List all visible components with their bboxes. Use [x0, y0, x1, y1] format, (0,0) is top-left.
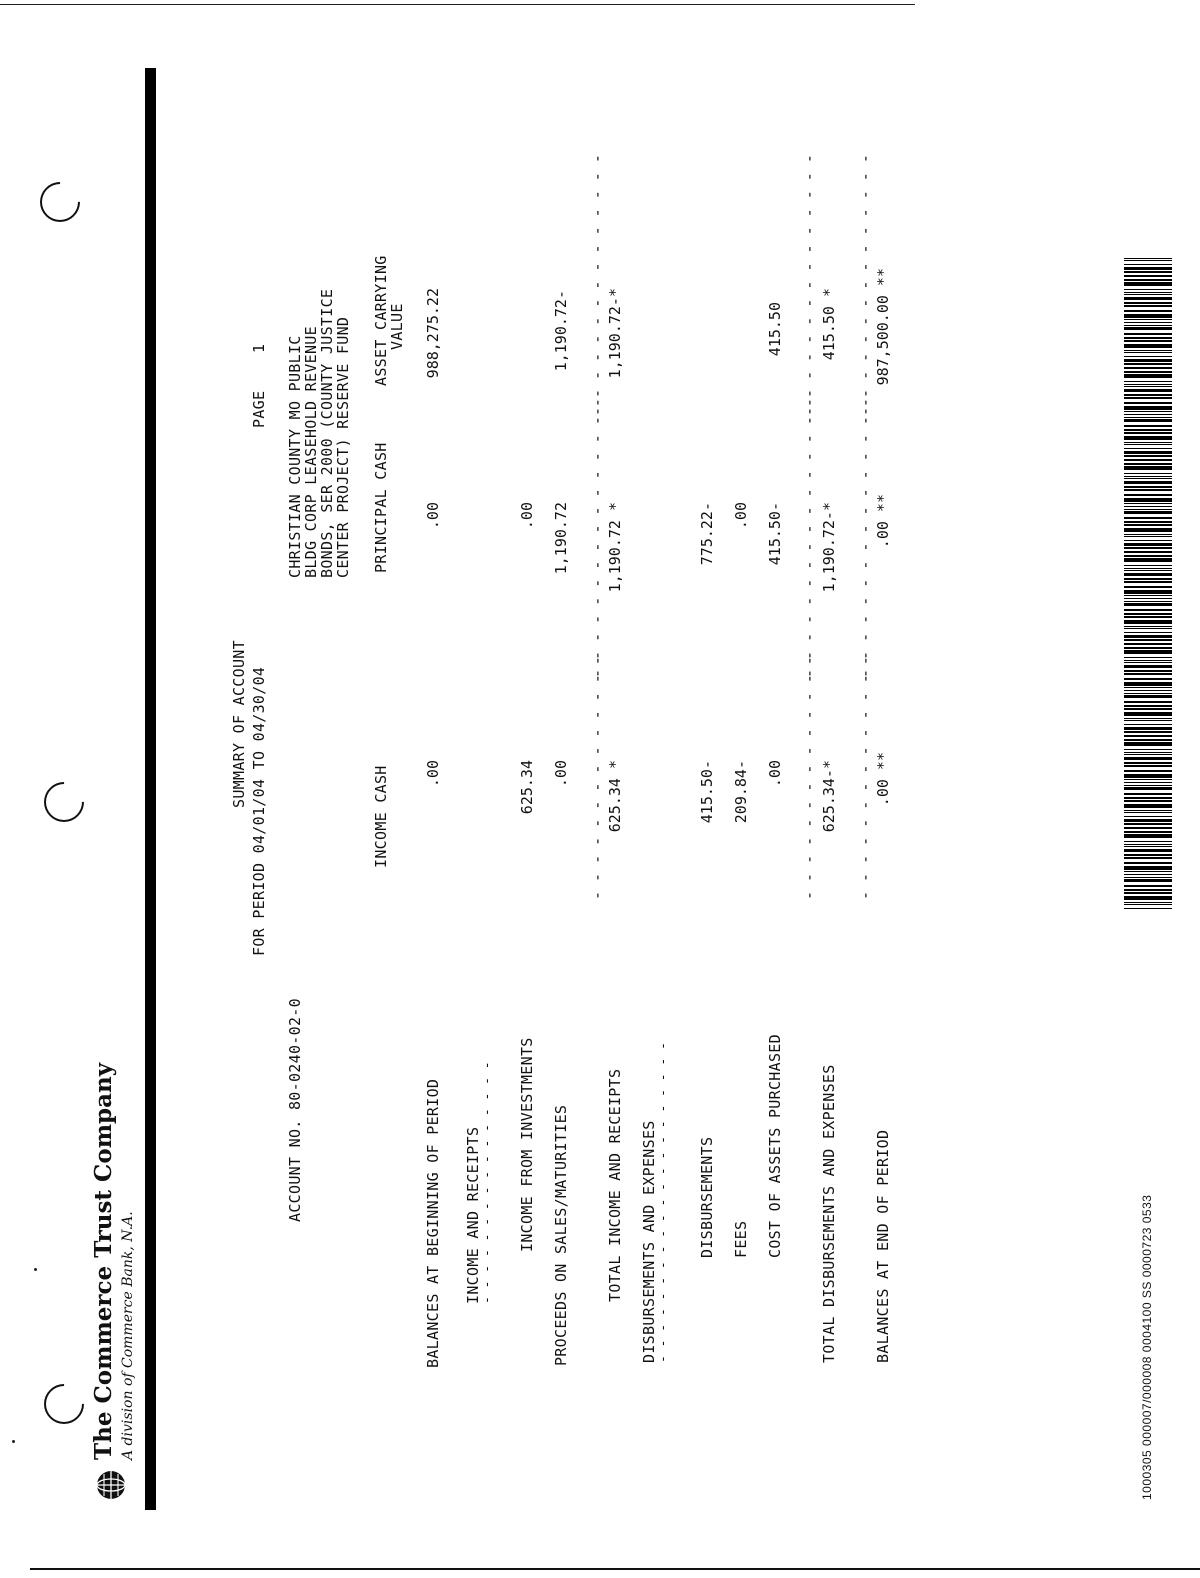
account-name-line: BONDS, SER 2000 (COUNTY JUSTICE [318, 288, 336, 578]
column-header-asset-carrying-value: ASSET CARRYING [372, 255, 390, 386]
summary-period: FOR PERIOD 04/01/04 TO 04/30/04 [250, 666, 268, 956]
summary-title: SUMMARY OF ACCOUNT [230, 640, 248, 808]
value-asset-carrying: 415.50 [766, 302, 784, 357]
row-label-cost-assets: COST OF ASSETS PURCHASED [766, 1034, 784, 1258]
dashed-rule: - - - - - - - - - - - - - - - [588, 154, 606, 416]
footer-serial: 1000305 000007/000008 0004100 SS 0000723 0533 [1140, 1194, 1154, 1500]
value-income-cash: 209.84- [732, 760, 750, 824]
company-division: A division of Commerce Bank, N.A. [120, 1211, 136, 1460]
value-income-cash: 415.50- [698, 760, 716, 824]
globe-logo-icon [96, 1470, 126, 1500]
value-asset-carrying: 415.50 * [820, 288, 838, 361]
row-label-income-investments: INCOME FROM INVESTMENTS [518, 1037, 536, 1252]
row-label-disbursements: DISBURSEMENTS [698, 1136, 716, 1258]
section-underline: - - - - - - - - - - - - - - - - - - - - - [656, 1042, 671, 1363]
dashed-rule: - - - - - - - - - - - - - - - - [588, 398, 606, 678]
dashed-rule: - - - - - - - - - - - - - - - - [856, 398, 874, 678]
row-label-balances-beginning: BALANCES AT BEGINNING OF PERIOD [424, 1078, 442, 1368]
value-income-cash: .00 [552, 760, 570, 788]
value-principal-cash: 1,190.72 * [606, 502, 624, 593]
value-principal-cash: 1,190.72 [552, 502, 570, 575]
account-name-line: CHRISTIAN COUNTY MO PUBLIC [286, 335, 304, 578]
value-income-cash: .00 ** [874, 752, 892, 807]
value-principal-cash: .00 [732, 502, 750, 530]
section-heading-disbursements: DISBURSEMENTS AND EXPENSES [640, 1120, 658, 1363]
page-number: 1 [250, 343, 268, 353]
value-asset-carrying: 1,190.72-* [606, 288, 624, 379]
value-principal-cash: .00 [424, 502, 442, 530]
row-label-total-income: TOTAL INCOME AND RECEIPTS [606, 1068, 624, 1302]
row-label-balances-end: BALANCES AT END OF PERIOD [874, 1129, 892, 1363]
value-principal-cash: 1,190.72-* [820, 502, 838, 593]
value-principal-cash: 775.22- [698, 502, 716, 566]
account-number: ACCOUNT NO. 80-0240-02-0 [286, 998, 304, 1222]
company-name: The Commerce Trust Company [90, 1062, 117, 1460]
row-label-total-disbursements: TOTAL DISBURSEMENTS AND EXPENSES [820, 1064, 838, 1363]
value-income-cash: .00 [766, 760, 784, 788]
account-name-line: BLDG CORP LEASEHOLD REVENUE [302, 326, 320, 578]
column-header-asset-value: VALUE [388, 303, 406, 350]
dashed-rule: - - - - - - - - - - - - - - - [800, 154, 818, 416]
value-income-cash: 625.34 * [606, 760, 624, 833]
value-income-cash: .00 [424, 760, 442, 788]
account-name-line: CENTER PROJECT) RESERVE FUND [334, 316, 352, 578]
dashed-rule: - - - - - - - - - - - - - - - - [800, 398, 818, 678]
row-label-fees: FEES [732, 1220, 750, 1258]
dashed-rule: - - - - - - - - - - - - - - - [856, 154, 874, 416]
dashed-rule: - - - - - - - - - - - - - - [588, 656, 606, 900]
value-principal-cash: 415.50- [766, 502, 784, 566]
page-label: PAGE [250, 390, 268, 428]
dashed-rule: - - - - - - - - - - - - - - [856, 656, 874, 900]
value-asset-carrying: 1,190.72- [552, 290, 570, 372]
value-income-cash: 625.34 [518, 760, 536, 815]
value-income-cash: 625.34-* [820, 760, 838, 833]
value-principal-cash: .00 [518, 502, 536, 530]
value-principal-cash: .00 ** [874, 494, 892, 549]
row-label-proceeds-sales: PROCEEDS ON SALES/MATURITIES [552, 1104, 570, 1366]
value-asset-carrying: 987,500.00 ** [874, 268, 892, 386]
section-heading-income-receipts: INCOME AND RECEIPTS [464, 1126, 482, 1304]
value-asset-carrying: 988,275.22 [424, 288, 442, 379]
section-underline: - - - - - - - - - - - - - - - - [480, 1061, 495, 1304]
column-header-principal-cash: PRINCIPAL CASH [372, 442, 390, 573]
column-header-income-cash: INCOME CASH [372, 765, 390, 868]
dashed-rule: - - - - - - - - - - - - - - [800, 656, 818, 900]
